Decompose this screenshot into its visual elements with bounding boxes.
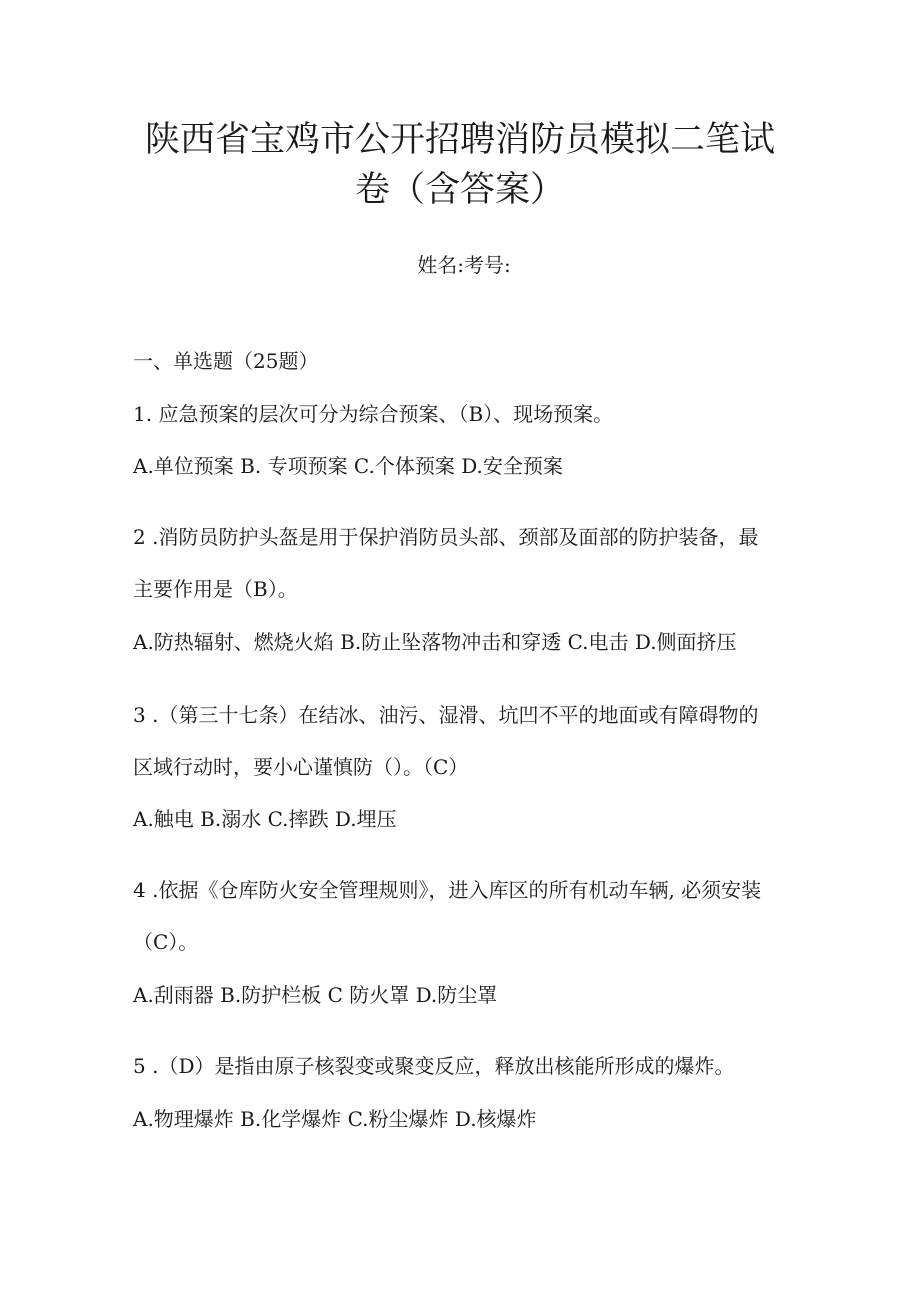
document-title-line1: 陕西省宝鸡市公开招聘消防员模拟二笔试 [144, 120, 775, 160]
question-5-text: 5 .（D）是指由原子核裂变或聚变反应，释放出核能所形成的爆炸。 [133, 1054, 735, 1078]
question-2-text-line1: 2 .消防员防护头盔是用于保护消防员头部、颈部及面部的防护装备，最 [133, 525, 759, 549]
document-title-line2: 卷（含答案） [354, 170, 565, 210]
section-heading: 一、单选题（25题） [133, 349, 319, 373]
question-3-options: A.触电 B.溺水 C.摔跌 D.埋压 [133, 807, 397, 831]
question-5-options: A.物理爆炸 B.化学爆炸 C.粉尘爆炸 D.核爆炸 [133, 1107, 537, 1131]
exam-info: 姓名:考号: [417, 253, 511, 277]
question-3-text-line1: 3 .（第三十七条）在结冰、油污、湿滑、坑凹不平的地面或有障碍物的 [133, 703, 759, 727]
question-4-options: A.刮雨器 B.防护栏板 C 防火罩 D.防尘罩 [133, 983, 498, 1007]
question-2-options: A.防热辐射、燃烧火焰 B.防止坠落物冲击和穿透 C.电击 D.侧面挤压 [133, 630, 737, 654]
question-1-options: A.单位预案 B. 专项预案 C.个体预案 D.安全预案 [133, 454, 563, 478]
question-2-text-line2: 主要作用是（B）。 [133, 577, 298, 601]
question-4-text-line2: （C）。 [133, 930, 199, 954]
question-1-text: 1. 应急预案的层次可分为综合预案、（B）、现场预案。 [133, 402, 614, 426]
question-4-text-line1: 4 .依据《仓库防火安全管理规则》，进入库区的所有机动车辆, 必须安装 [133, 878, 762, 902]
question-3-text-line2: 区域行动时，要小心谨慎防（）。（C） [133, 755, 469, 779]
